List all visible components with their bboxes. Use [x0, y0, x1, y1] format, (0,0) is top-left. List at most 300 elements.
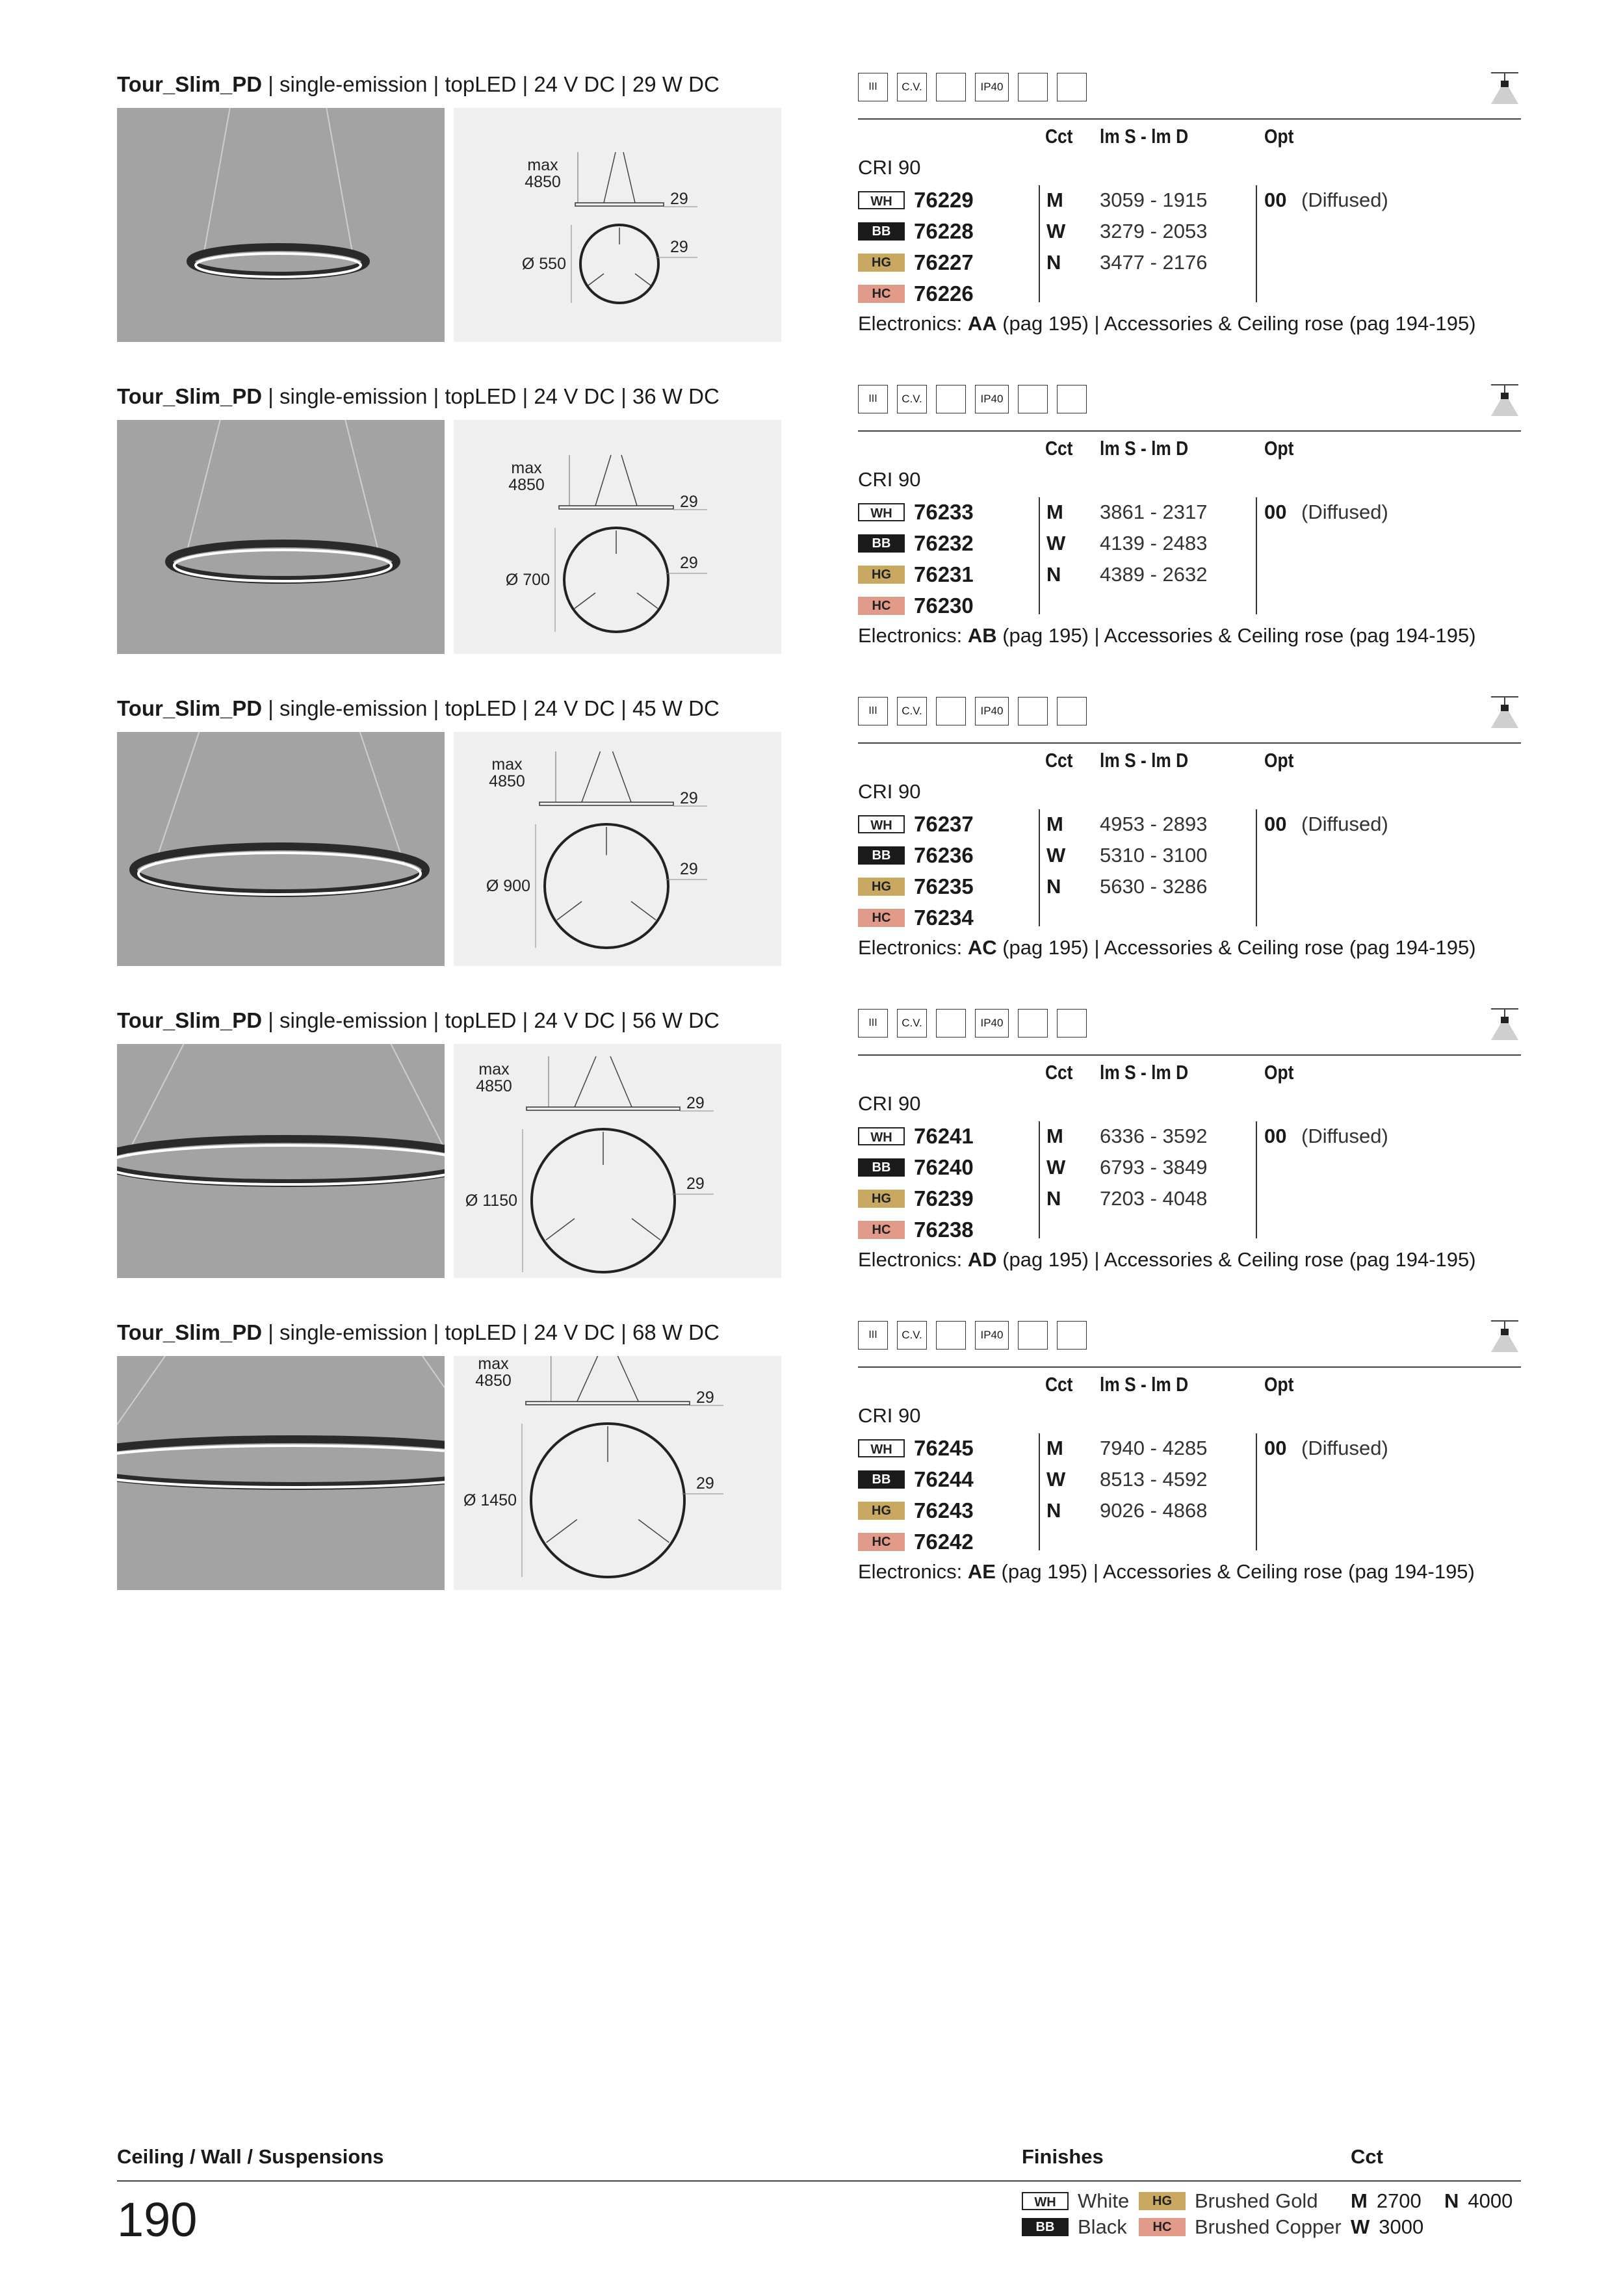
electronics-prefix: Electronics:	[858, 624, 968, 647]
product-block	[117, 1320, 1521, 1593]
cct-title: Cct	[1351, 2145, 1383, 2168]
lumen-value: 3861 - 2317	[1100, 501, 1208, 523]
cct-header: Cct	[1045, 1061, 1073, 1084]
product-code-row	[858, 248, 1521, 277]
suspension-wire	[345, 420, 380, 555]
opt-header: Opt	[1264, 125, 1294, 148]
cct-value: N	[1046, 563, 1061, 586]
product-photo	[117, 1044, 445, 1278]
technical-drawing	[454, 1044, 781, 1278]
surface-mount-icon	[1018, 385, 1048, 413]
cct-item	[1351, 2214, 1423, 2240]
finish-badge: WH	[858, 503, 905, 521]
product-title	[117, 1320, 720, 1346]
product-specs: | single-emission | topLED | 24 V DC | 45 W DC	[262, 696, 720, 720]
class-iii-icon: III	[858, 697, 888, 725]
table-header-rule	[858, 118, 1521, 120]
finish-badge: HC	[858, 285, 905, 303]
finish-badge: HG	[858, 1502, 905, 1520]
product-block	[117, 384, 1521, 657]
technical-drawing	[454, 108, 781, 342]
drawing-dim-top: 29	[680, 493, 698, 511]
product-code-row	[858, 560, 1521, 589]
opt-header: Opt	[1264, 1373, 1294, 1396]
product-code: 76226	[914, 281, 974, 306]
cct-value: M	[1046, 1437, 1063, 1459]
opt-description: (Diffused)	[1301, 1125, 1388, 1147]
ceiling-lamp-icon	[1488, 1317, 1521, 1356]
certification-icons	[858, 384, 1521, 416]
drawing-spoke	[588, 274, 604, 285]
drawing-dim-side: 29	[686, 1175, 705, 1193]
ceiling-lamp-icon	[1488, 693, 1521, 732]
product-name: Tour_Slim_PD	[117, 384, 263, 408]
cct-header: Cct	[1045, 1373, 1073, 1396]
finish-badge: HG	[858, 254, 905, 272]
cct-value: W	[1046, 1156, 1066, 1179]
product-photo-illustration	[117, 732, 445, 966]
cct-value: M	[1046, 1125, 1063, 1147]
product-code: 76227	[914, 250, 974, 274]
opt-header: Opt	[1264, 749, 1294, 772]
technical-drawing-svg	[454, 732, 781, 966]
finish-badge: HC	[858, 909, 905, 927]
suspension-wire	[186, 420, 220, 555]
no-cover-icon	[936, 1321, 966, 1350]
product-code: 76236	[914, 843, 974, 867]
electronics-note	[858, 312, 1476, 335]
product-code: 76229	[914, 188, 974, 212]
cct-header: Cct	[1045, 749, 1073, 772]
cct-code: W	[1351, 2215, 1370, 2238]
no-cover-icon	[936, 385, 966, 413]
lumen-header: lm S - lm D	[1100, 1061, 1189, 1084]
product-code: 76235	[914, 874, 974, 898]
finish-badge: WH	[858, 191, 905, 209]
drawing-wire	[613, 751, 632, 802]
product-code: 76245	[914, 1436, 974, 1460]
opt-code: 00	[1264, 813, 1287, 835]
product-name: Tour_Slim_PD	[117, 1320, 263, 1344]
product-specs: | single-emission | topLED | 24 V DC | 36 W DC	[262, 384, 720, 408]
suspension-wire	[326, 108, 353, 255]
ip40-icon: IP40	[975, 1009, 1009, 1037]
cct-value: N	[1046, 1499, 1061, 1522]
finish-label: Brushed Gold	[1195, 2189, 1318, 2212]
suspension-wire	[391, 1044, 445, 1155]
product-specs: | single-emission | topLED | 24 V DC | 56 W DC	[262, 1008, 720, 1032]
product-code: 76239	[914, 1186, 974, 1210]
opt-code: 00	[1264, 1437, 1287, 1459]
electronics-code: AE	[967, 1560, 996, 1583]
lumen-value: 6336 - 3592	[1100, 1125, 1208, 1147]
product-code: 76244	[914, 1467, 974, 1491]
product-code: 76234	[914, 906, 974, 930]
lumen-value: 8513 - 4592	[1100, 1468, 1208, 1491]
drawing-side-view	[575, 203, 664, 206]
class-iii-icon: III	[858, 385, 888, 413]
lumen-value: 7203 - 4048	[1100, 1187, 1208, 1210]
no-cover-icon	[936, 1009, 966, 1037]
product-code-row	[858, 280, 1521, 308]
electronics-prefix: Electronics:	[858, 936, 968, 959]
technical-drawing	[454, 732, 781, 966]
cct-value: N	[1046, 875, 1061, 898]
cct-kelvin: 2700	[1376, 2189, 1422, 2212]
cri-label: CRI 90	[858, 780, 921, 803]
technical-drawing-svg	[454, 420, 781, 654]
class-iii-icon: III	[858, 1321, 888, 1350]
finish-badge: BB	[858, 846, 905, 865]
product-code-row	[858, 186, 1521, 215]
product-photo-illustration	[117, 1356, 445, 1590]
electronics-code: AB	[967, 624, 997, 647]
technical-drawing-svg	[454, 108, 781, 342]
drawing-spoke	[635, 274, 651, 285]
lamp-beam	[1491, 87, 1518, 104]
drawing-spoke	[632, 1219, 660, 1240]
product-code: 76241	[914, 1124, 974, 1148]
cct-value: W	[1046, 532, 1066, 554]
drawing-diameter: Ø 1150	[465, 1192, 517, 1210]
technical-drawing	[454, 420, 781, 654]
product-code-row	[858, 1528, 1521, 1556]
product-title	[117, 72, 720, 98]
drawing-spoke	[637, 593, 658, 608]
ceiling-lamp-icon	[1488, 381, 1521, 420]
ceiling-lamp-icon	[1488, 69, 1521, 108]
cct-item	[1351, 2188, 1422, 2214]
finish-label: Brushed Copper	[1195, 2215, 1342, 2238]
drawing-max-label: max	[491, 755, 523, 774]
cct-item	[1444, 2188, 1513, 2214]
drawing-spoke	[546, 1219, 575, 1240]
certification-icons	[858, 1008, 1521, 1040]
technical-drawing	[454, 1356, 781, 1590]
electronics-prefix: Electronics:	[858, 1248, 968, 1271]
technical-drawing-svg	[454, 1044, 781, 1278]
lamp-beam	[1491, 1335, 1518, 1352]
product-specs: | single-emission | topLED | 24 V DC | 29 W DC	[262, 72, 720, 96]
finish-badge: BB	[858, 1158, 905, 1177]
finish-badge: HC	[858, 1533, 905, 1551]
drawing-spoke	[638, 1520, 669, 1543]
electronics-suffix: (pag 195) | Accessories & Ceiling rose (pag 194-195)	[996, 624, 1476, 647]
suspension-wire	[360, 732, 404, 863]
drawing-dim-side: 29	[670, 238, 688, 256]
drawing-max-value: 4850	[508, 476, 545, 494]
product-code: 76228	[914, 219, 974, 243]
drawing-max-value: 4850	[476, 1077, 512, 1095]
spec-table	[858, 1008, 1521, 1281]
finish-badge: HG	[858, 566, 905, 584]
ceiling-point-icon	[1057, 73, 1087, 101]
cct-header: Cct	[1045, 437, 1073, 460]
product-code: 76233	[914, 500, 974, 524]
electronics-prefix: Electronics:	[858, 1560, 968, 1583]
suspension-wire	[203, 108, 230, 255]
drawing-side-view	[526, 1402, 690, 1405]
drawing-dim-side: 29	[680, 860, 698, 878]
lumen-value: 4953 - 2893	[1100, 813, 1208, 835]
drawing-diameter: Ø 900	[486, 877, 530, 895]
certification-icons	[858, 72, 1521, 104]
opt-code: 00	[1264, 1125, 1287, 1147]
product-name: Tour_Slim_PD	[117, 1008, 263, 1032]
product-code-row	[858, 1153, 1521, 1182]
lumen-header: lm S - lm D	[1100, 125, 1189, 148]
drawing-max-value: 4850	[525, 173, 561, 191]
cct-value: M	[1046, 813, 1063, 835]
electronics-note	[858, 936, 1476, 959]
electronics-suffix: (pag 195) | Accessories & Ceiling rose (pag 194-195)	[995, 1560, 1475, 1583]
product-title	[117, 384, 720, 410]
product-code-row	[858, 872, 1521, 901]
product-code-row	[858, 217, 1521, 246]
drawing-dim-top: 29	[696, 1389, 714, 1407]
table-header-rule	[858, 1366, 1521, 1368]
lumen-value: 3279 - 2053	[1100, 220, 1208, 242]
product-photo-illustration	[117, 1044, 445, 1278]
product-photo	[117, 420, 445, 654]
product-title	[117, 1008, 720, 1034]
product-name: Tour_Slim_PD	[117, 72, 263, 96]
table-header-rule	[858, 1054, 1521, 1056]
technical-drawing-svg	[454, 1356, 781, 1590]
finish-badge: HG	[1139, 2192, 1186, 2210]
electronics-note	[858, 1560, 1475, 1584]
cv-icon: C.V.	[897, 697, 927, 725]
finish-badge: HG	[858, 878, 905, 896]
suspension-wire	[127, 1044, 184, 1155]
product-code: 76230	[914, 594, 974, 618]
page-number: 190	[117, 2193, 198, 2247]
class-iii-icon: III	[858, 73, 888, 101]
lumen-value: 5310 - 3100	[1100, 844, 1208, 867]
cct-value: M	[1046, 189, 1063, 211]
drawing-side-view	[539, 802, 673, 805]
lumen-value: 9026 - 4868	[1100, 1499, 1208, 1522]
ip40-icon: IP40	[975, 697, 1009, 725]
drawing-max-value: 4850	[475, 1372, 512, 1390]
lamp-head	[1501, 81, 1509, 87]
drawing-dim-side: 29	[680, 554, 698, 572]
table-header-rule	[858, 430, 1521, 432]
finish-badge: WH	[858, 1127, 905, 1145]
certification-icons	[858, 696, 1521, 728]
cv-icon: C.V.	[897, 1009, 927, 1037]
product-block	[117, 696, 1521, 969]
surface-mount-icon	[1018, 1321, 1048, 1350]
cri-label: CRI 90	[858, 156, 921, 179]
certification-icons	[858, 1320, 1521, 1352]
spec-table	[858, 72, 1521, 345]
spec-table	[858, 696, 1521, 969]
finish-badge: HC	[858, 597, 905, 615]
product-title	[117, 696, 720, 722]
drawing-max-label: max	[511, 459, 542, 477]
ceiling-point-icon	[1057, 385, 1087, 413]
opt-description: (Diffused)	[1301, 813, 1388, 835]
product-code: 76242	[914, 1530, 974, 1554]
lumen-value: 3477 - 2176	[1100, 251, 1208, 274]
no-cover-icon	[936, 697, 966, 725]
finish-badge: BB	[858, 222, 905, 241]
finish-badge: BB	[858, 1470, 905, 1489]
lumen-value: 3059 - 1915	[1100, 189, 1208, 211]
lumen-header: lm S - lm D	[1100, 749, 1189, 772]
product-specs: | single-emission | topLED | 24 V DC | 68 W DC	[262, 1320, 720, 1344]
drawing-max-value: 4850	[489, 772, 525, 790]
product-code: 76237	[914, 812, 974, 836]
drawing-spoke	[575, 593, 595, 608]
product-code-row	[858, 1434, 1521, 1463]
no-cover-icon	[936, 73, 966, 101]
lamp-beam	[1491, 1023, 1518, 1040]
ceiling-point-icon	[1057, 1009, 1087, 1037]
lumen-header: lm S - lm D	[1100, 437, 1189, 460]
finish-badge: WH	[858, 815, 905, 833]
finish-badge: HC	[858, 1221, 905, 1239]
cv-icon: C.V.	[897, 73, 927, 101]
drawing-wire	[595, 455, 611, 506]
drawing-spoke	[557, 902, 582, 920]
lamp-head	[1501, 1329, 1509, 1335]
drawing-diameter: Ø 1450	[463, 1491, 517, 1509]
drawing-max-label: max	[478, 1060, 510, 1078]
finish-badge: WH	[1022, 2192, 1069, 2210]
lumen-value: 4389 - 2632	[1100, 563, 1208, 586]
product-code-row	[858, 1496, 1521, 1525]
product-photo-illustration	[117, 108, 445, 342]
opt-code: 00	[1264, 501, 1287, 523]
opt-header: Opt	[1264, 1061, 1294, 1084]
cri-label: CRI 90	[858, 1404, 921, 1427]
finish-badge: HG	[858, 1190, 905, 1208]
lamp-beam	[1491, 399, 1518, 416]
ip40-icon: IP40	[975, 1321, 1009, 1350]
drawing-dim-top: 29	[686, 1094, 705, 1112]
cct-kelvin: 4000	[1468, 2189, 1513, 2212]
finish-label: White	[1078, 2189, 1130, 2212]
drawing-diameter: Ø 550	[521, 255, 566, 273]
product-code: 76231	[914, 562, 974, 586]
product-code-row	[858, 1216, 1521, 1244]
surface-mount-icon	[1018, 1009, 1048, 1037]
electronics-note	[858, 624, 1476, 647]
drawing-wire	[623, 152, 635, 203]
drawing-dim-top: 29	[680, 789, 698, 807]
drawing-wire	[575, 1056, 596, 1107]
product-photo	[117, 732, 445, 966]
cct-value: W	[1046, 220, 1066, 242]
lamp-ring	[190, 247, 366, 276]
product-code: 76243	[914, 1498, 974, 1522]
lamp-head	[1501, 705, 1509, 711]
lumen-value: 7940 - 4285	[1100, 1437, 1208, 1459]
drawing-wire	[621, 455, 637, 506]
cct-code: M	[1351, 2189, 1368, 2212]
drawing-side-view	[526, 1107, 680, 1110]
product-code-row	[858, 1465, 1521, 1494]
product-code-row	[858, 529, 1521, 558]
suspension-wire	[155, 732, 200, 863]
electronics-note	[858, 1248, 1476, 1272]
drawing-dim-side: 29	[696, 1474, 714, 1493]
finish-badge: BB	[1022, 2218, 1069, 2236]
surface-mount-icon	[1018, 73, 1048, 101]
lamp-head	[1501, 393, 1509, 399]
finish-badge: HC	[1139, 2218, 1186, 2236]
electronics-suffix: (pag 195) | Accessories & Ceiling rose (pag 194-195)	[996, 312, 1476, 335]
lumen-value: 5630 - 3286	[1100, 875, 1208, 898]
electronics-suffix: (pag 195) | Accessories & Ceiling rose (pag 194-195)	[996, 936, 1476, 959]
ceiling-lamp-icon	[1488, 1005, 1521, 1044]
table-header-rule	[858, 742, 1521, 744]
finishes-title: Finishes	[1022, 2145, 1104, 2168]
drawing-side-view	[559, 506, 673, 509]
cct-header: Cct	[1045, 125, 1073, 148]
section-title: Ceiling / Wall / Suspensions	[117, 2145, 384, 2168]
cv-icon: C.V.	[897, 385, 927, 413]
cct-code: N	[1444, 2189, 1459, 2212]
product-code-row	[858, 904, 1521, 932]
product-block	[117, 1008, 1521, 1281]
product-name: Tour_Slim_PD	[117, 696, 263, 720]
drawing-max-label: max	[478, 1356, 509, 1373]
drawing-max-label: max	[527, 156, 558, 174]
product-code: 76240	[914, 1155, 974, 1179]
opt-code: 00	[1264, 189, 1287, 211]
surface-mount-icon	[1018, 697, 1048, 725]
opt-header: Opt	[1264, 437, 1294, 460]
spec-table	[858, 1320, 1521, 1593]
ip40-icon: IP40	[975, 73, 1009, 101]
product-code-row	[858, 592, 1521, 620]
product-code-row	[858, 810, 1521, 839]
product-code-row	[858, 1184, 1521, 1213]
opt-description: (Diffused)	[1301, 501, 1388, 523]
lamp-beam	[1491, 711, 1518, 728]
cct-value: M	[1046, 501, 1063, 523]
drawing-spoke	[547, 1520, 577, 1543]
finish-badge: WH	[858, 1439, 905, 1457]
product-code: 76238	[914, 1218, 974, 1242]
cct-value: W	[1046, 844, 1066, 867]
electronics-prefix: Electronics:	[858, 312, 968, 335]
cct-value: W	[1046, 1468, 1066, 1491]
product-photo	[117, 108, 445, 342]
drawing-wire	[610, 1056, 632, 1107]
opt-description: (Diffused)	[1301, 1437, 1388, 1459]
lumen-value: 6793 - 3849	[1100, 1156, 1208, 1179]
electronics-code: AC	[967, 936, 997, 959]
cv-icon: C.V.	[897, 1321, 927, 1350]
product-code-row	[858, 841, 1521, 870]
finish-badge: BB	[858, 534, 905, 553]
electronics-code: AA	[967, 312, 997, 335]
drawing-wire	[604, 152, 616, 203]
ip40-icon: IP40	[975, 385, 1009, 413]
ceiling-point-icon	[1057, 697, 1087, 725]
product-photo-illustration	[117, 420, 445, 654]
product-code-row	[858, 498, 1521, 527]
finish-label: Black	[1078, 2215, 1127, 2238]
product-code-row	[858, 1122, 1521, 1151]
lamp-light	[138, 853, 421, 894]
electronics-suffix: (pag 195) | Accessories & Ceiling rose (pag 194-195)	[996, 1248, 1476, 1271]
drawing-wire	[582, 751, 601, 802]
